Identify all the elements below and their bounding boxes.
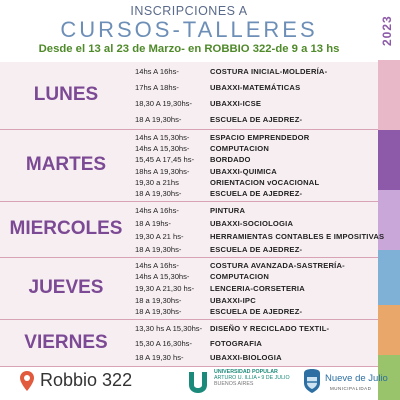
day-name: MIERCOLES: [9, 218, 123, 239]
schedule-row: [0, 178, 378, 190]
course-time: 13,30 hs A 15,30hs-: [135, 324, 203, 334]
course-time: 18 A 19hs-: [135, 218, 171, 228]
day-name: JUEVES: [28, 277, 104, 298]
course-name: FOTOGRAFIA: [210, 338, 263, 348]
schedule-row: [0, 296, 378, 308]
schedule-row: [0, 67, 378, 79]
course-name: ESCUELA DE AJEDREZ-: [210, 115, 303, 124]
course-time: 18 A 19,30 hs-: [135, 352, 184, 362]
course-name: BORDADO: [210, 155, 251, 165]
course-time: 17hs A 18hs-: [135, 83, 179, 92]
schedule-row: [0, 189, 378, 201]
footer: [0, 367, 388, 400]
course-time: 18 A 19,30hs-: [135, 115, 182, 124]
day-block-jueves: [0, 258, 378, 320]
course-name: UBAXXI-ICSE: [210, 99, 262, 108]
course-name: UBAXXI-SOCIOLOGIA: [210, 218, 294, 228]
course-time: 14hs A 16hs-: [135, 205, 179, 215]
day-block-martes: [0, 130, 378, 202]
schedule-row: [0, 206, 378, 218]
course-time: 14hs A 16hs-: [135, 260, 179, 270]
course-time: 14hs A 15,30hs-: [135, 272, 190, 282]
day-name: VIERNES: [24, 331, 108, 353]
schedule-row: [0, 133, 378, 145]
course-name: DISEÑO Y RECICLADO TEXTIL-: [210, 324, 330, 334]
course-name: PINTURA: [210, 205, 246, 215]
schedule-row: [0, 245, 378, 257]
schedule-row: [0, 167, 378, 179]
course-name: COSTURA INICIAL-MOLDERÍA-: [210, 67, 328, 76]
course-name: ORIENTACION vOCACIONAL: [210, 178, 320, 187]
schedule-row: [0, 219, 378, 231]
course-name: ESCUELA DE AJEDREZ-: [210, 244, 303, 254]
course-name: ESCUELA DE AJEDREZ-: [210, 307, 303, 317]
course-time: 19,30 A 21 hs-: [135, 231, 184, 241]
address: Robbio 322: [40, 370, 133, 390]
course-time: 18 A 19,30hs-: [135, 307, 182, 317]
decorative-stripes: [378, 0, 400, 400]
schedule-row: [0, 261, 378, 273]
year-label: 2023: [380, 15, 394, 47]
schedule-row: [0, 284, 378, 296]
course-time: 15,30 A 16,30hs-: [135, 338, 193, 348]
schedule-row: [0, 155, 378, 167]
course-name: UBAXXI-BIOLOGIA: [210, 352, 282, 362]
schedule-row: [0, 231, 385, 244]
schedule-row: [0, 83, 378, 95]
course-time: 14hs A 16hs-: [135, 67, 179, 76]
course-time: 18 A 19,30hs-: [135, 189, 182, 199]
location-pin-icon: [20, 371, 34, 391]
course-name: UBAXXI-QUIMICA: [210, 166, 277, 176]
course-name: COMPUTACION: [210, 272, 270, 282]
course-time: 14hs A 15,30hs-: [135, 132, 190, 142]
schedule-row: [0, 115, 378, 127]
schedule-row: [0, 272, 378, 284]
schedule-row: [0, 144, 378, 156]
course-name: COMPUTACION: [210, 144, 270, 153]
schedule-row: [0, 99, 378, 111]
schedule: [0, 62, 385, 367]
course-name: HERRAMIENTAS CONTABLES E IMPOSITIVAS: [210, 231, 385, 241]
nueve-de-julio-name: Nueve de Julio: [325, 373, 388, 384]
course-name: UBAXXI-IPC: [210, 295, 256, 305]
day-name: LUNES: [33, 84, 99, 105]
course-name: ESPACIO EMPRENDEDOR: [210, 132, 310, 142]
day-block-miercoles: [0, 202, 385, 258]
subtitle: Desde el 13 al 23 de Marzo- en ROBBIO 322-de 9 a 13 hs: [38, 43, 340, 55]
course-name: COSTURA AVANZADA-SASTRERÍA-: [210, 260, 345, 270]
header: [0, 0, 378, 62]
course-name: LENCERIA-CORSETERIA: [210, 284, 305, 293]
schedule-row: [0, 353, 378, 365]
course-time: 18,30 A 19,30hs-: [135, 99, 193, 108]
universidad-popular-text: UNIVERSIDAD POPULAR ARTURO U. ILLIA • 9 DE JULIO BUENOS AIRES: [214, 369, 290, 387]
schedule-row: [0, 307, 378, 319]
course-name: UBAXXI-MATEMÁTICAS: [210, 83, 301, 92]
course-name: ESCUELA DE AJEDREZ-: [210, 189, 303, 199]
course-time: 19,30 a 21hs: [135, 178, 179, 187]
schedule-row: [0, 324, 378, 336]
course-time: 18hs A 19,30hs-: [135, 166, 190, 176]
nueve-de-julio-logo: [302, 369, 322, 393]
course-time: 15,45 A 17,45 hs-: [135, 155, 195, 165]
municipalidad-label: MUNICIPALIDAD: [330, 386, 372, 391]
day-block-viernes: [0, 320, 378, 367]
course-time: 18 a 19,30hs-: [135, 295, 182, 305]
day-block-lunes: [0, 62, 378, 130]
page-title: CURSOS-TALLERES: [60, 17, 318, 42]
day-name: MARTES: [25, 154, 107, 175]
universidad-popular-logo: [186, 369, 210, 395]
course-time: 14hs A 15,30hs-: [135, 144, 190, 153]
pre-title: INSCRIPCIONES A: [130, 4, 248, 18]
schedule-row: [0, 339, 378, 351]
course-time: 19,30 A 21,30 hs-: [135, 284, 195, 293]
course-time: 18 A 19,30hs-: [135, 244, 182, 254]
